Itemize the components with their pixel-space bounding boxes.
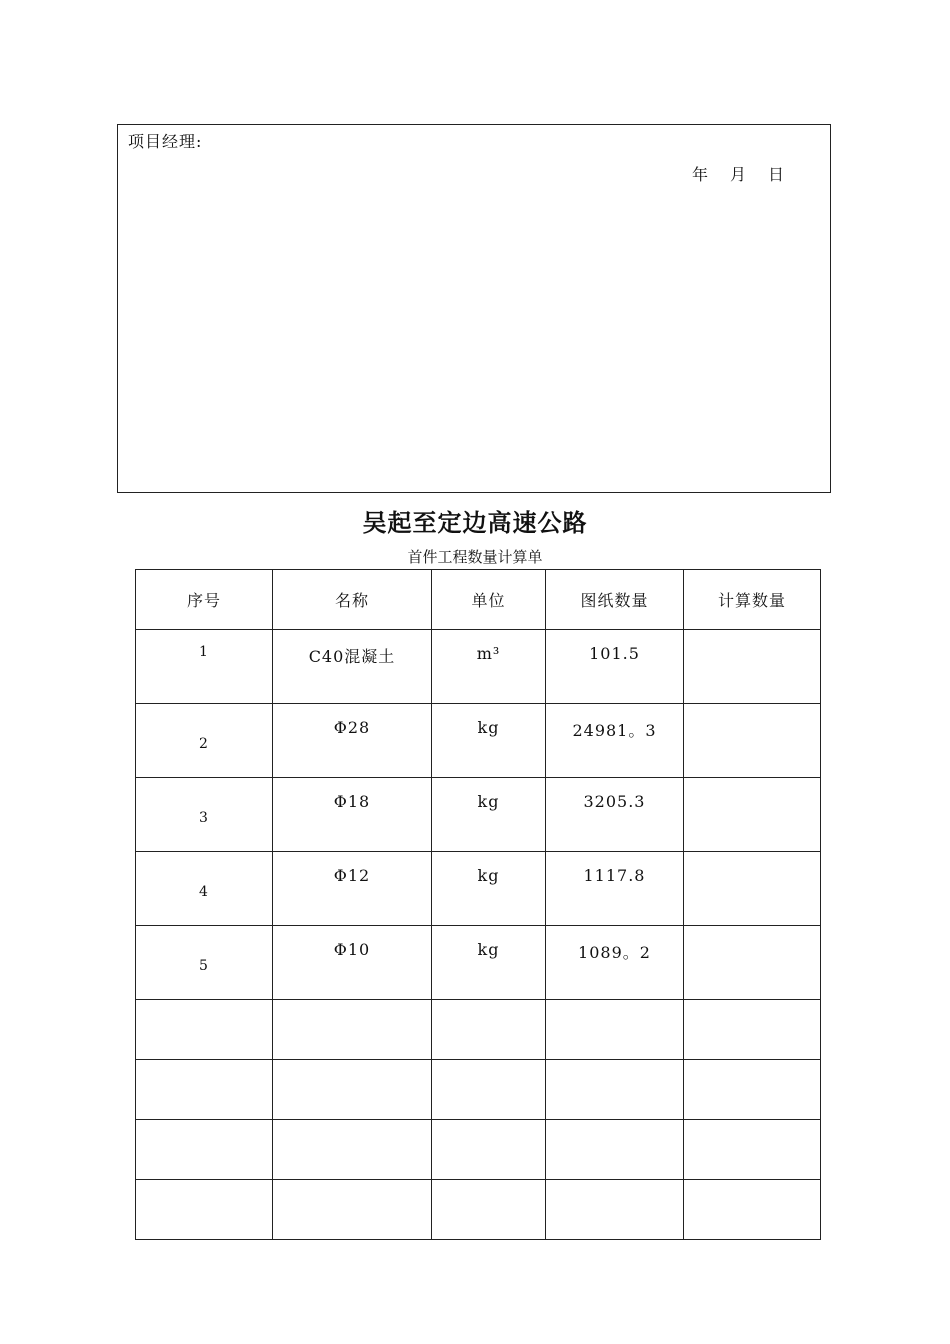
header-unit: 单位: [432, 570, 546, 630]
date-day: 日: [767, 165, 784, 184]
table-row: [136, 778, 821, 852]
header-name: 名称: [273, 570, 432, 630]
header-calculated-quantity: 计算数量: [684, 570, 821, 630]
cell-index: 2: [136, 704, 273, 778]
project-manager-label: 项目经理:: [128, 132, 203, 151]
quantity-table: [135, 569, 821, 1240]
cell-calculated-quantity: [684, 1000, 821, 1060]
cell-calculated-quantity: [684, 1120, 821, 1180]
cell-index: 4: [136, 852, 273, 926]
cell-index: 1: [136, 630, 273, 704]
table-row: [136, 1180, 821, 1240]
cell-index: [136, 1120, 273, 1180]
cell-name: [273, 1000, 432, 1060]
cell-drawing-quantity: [546, 1120, 684, 1180]
cell-name: Φ28: [273, 704, 432, 778]
signature-date: [692, 162, 784, 185]
cell-calculated-quantity: [684, 704, 821, 778]
cell-calculated-quantity: [684, 630, 821, 704]
cell-unit: [432, 1120, 546, 1180]
cell-calculated-quantity: [684, 1180, 821, 1240]
cell-index: [136, 1000, 273, 1060]
table-row: [136, 926, 821, 1000]
cell-unit: m³: [432, 630, 546, 704]
cell-drawing-quantity: [546, 1180, 684, 1240]
table-row: [136, 630, 821, 704]
cell-name: C40混凝土: [273, 630, 432, 704]
cell-unit: kg: [432, 926, 546, 1000]
cell-calculated-quantity: [684, 1060, 821, 1120]
table-header-row: [136, 570, 821, 630]
table-row: [136, 1060, 821, 1120]
document-title: 吴起至定边高速公路: [362, 508, 588, 537]
table-row: [136, 704, 821, 778]
cell-drawing-quantity: [546, 1060, 684, 1120]
cell-calculated-quantity: [684, 778, 821, 852]
table-row: [136, 1120, 821, 1180]
cell-name: [273, 1060, 432, 1120]
cell-index: 5: [136, 926, 273, 1000]
date-month: 月: [729, 165, 746, 184]
cell-unit: [432, 1000, 546, 1060]
cell-calculated-quantity: [684, 852, 821, 926]
cell-name: Φ12: [273, 852, 432, 926]
cell-name: [273, 1120, 432, 1180]
table-row: [136, 1000, 821, 1060]
cell-drawing-quantity: 1117.8: [546, 852, 684, 926]
document-subtitle: 首件工程数量计算单: [407, 548, 543, 566]
cell-unit: [432, 1060, 546, 1120]
header-index: 序号: [136, 570, 273, 630]
cell-drawing-quantity: 24981。3: [546, 704, 684, 778]
cell-name: Φ18: [273, 778, 432, 852]
header-drawing-quantity: 图纸数量: [546, 570, 684, 630]
cell-unit: kg: [432, 704, 546, 778]
cell-drawing-quantity: 101.5: [546, 630, 684, 704]
cell-index: 3: [136, 778, 273, 852]
approval-box: [117, 124, 831, 493]
cell-unit: [432, 1180, 546, 1240]
cell-drawing-quantity: [546, 1000, 684, 1060]
cell-calculated-quantity: [684, 926, 821, 1000]
table-row: [136, 852, 821, 926]
cell-name: Φ10: [273, 926, 432, 1000]
cell-drawing-quantity: 1089。2: [546, 926, 684, 1000]
cell-unit: kg: [432, 778, 546, 852]
date-year: 年: [691, 165, 708, 184]
cell-index: [136, 1060, 273, 1120]
cell-unit: kg: [432, 852, 546, 926]
cell-drawing-quantity: 3205.3: [546, 778, 684, 852]
cell-index: [136, 1180, 273, 1240]
cell-name: [273, 1180, 432, 1240]
